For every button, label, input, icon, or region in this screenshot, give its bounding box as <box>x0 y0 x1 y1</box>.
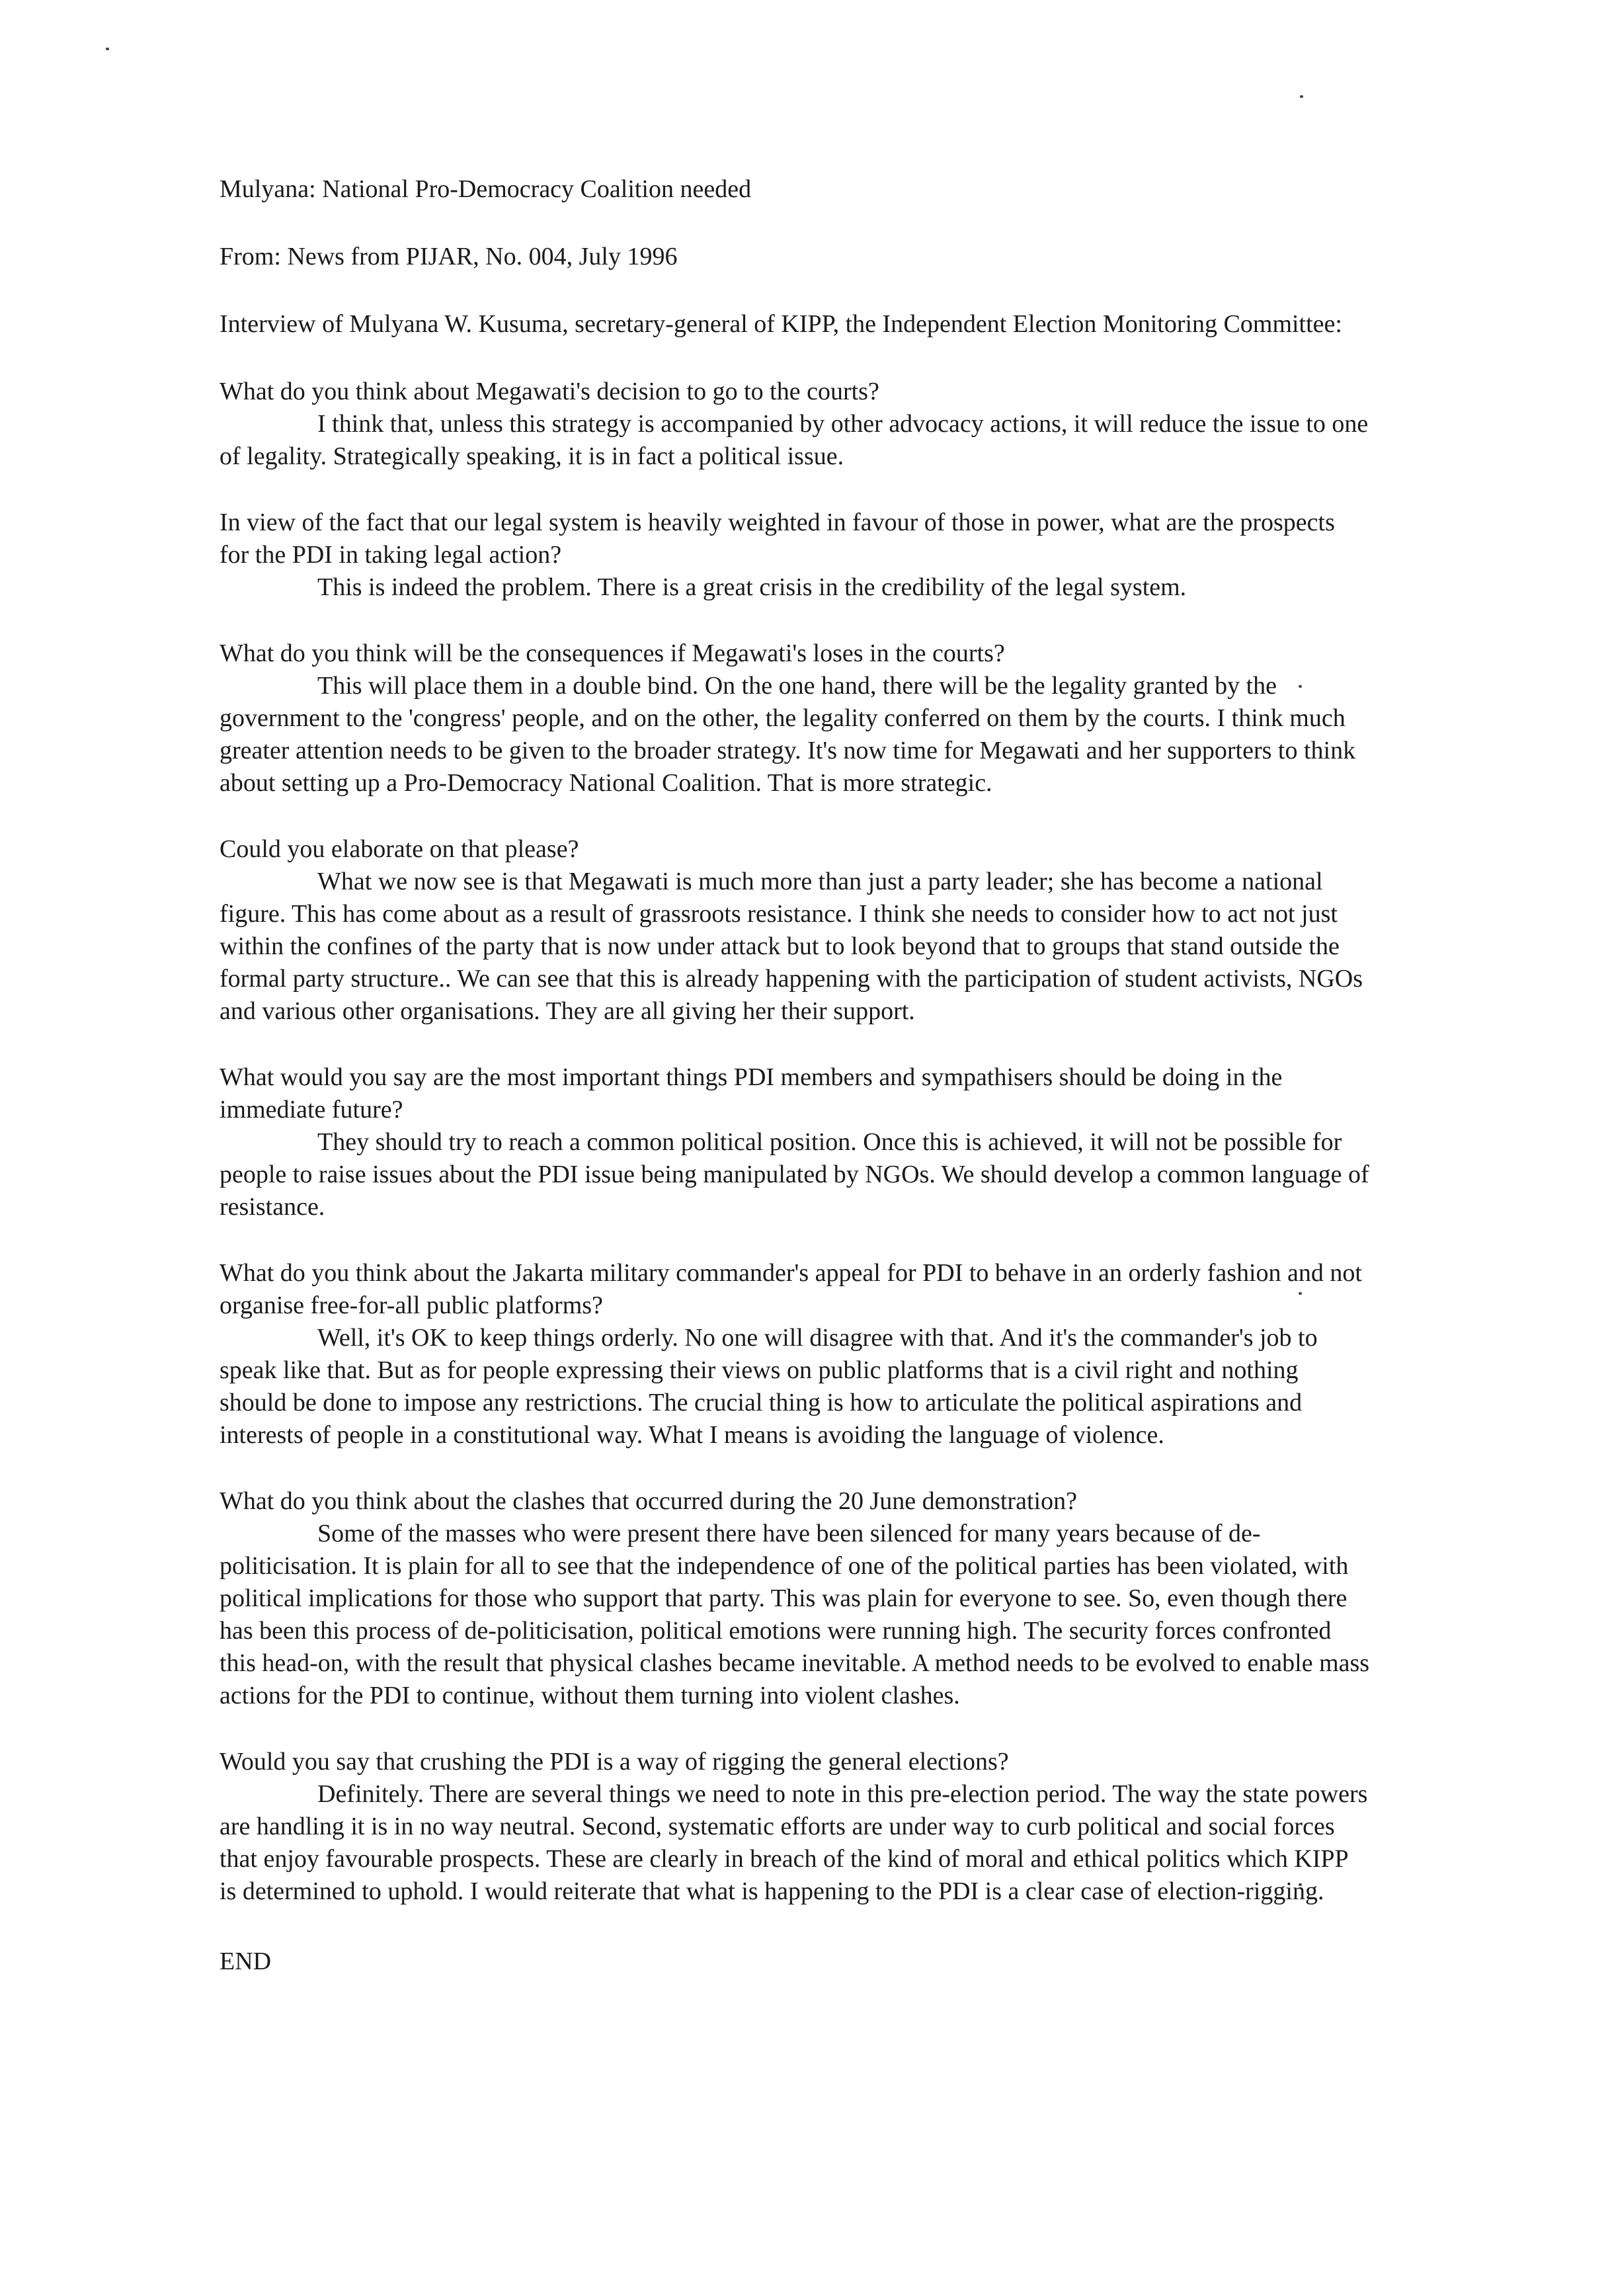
qa-item <box>220 1746 1370 1908</box>
answer: They should try to reach a common political position. Once this is achieved, it will not be possible for people to raise issues about the PDI issue being manipulated by NGOs. We should develop a common language of resistance. <box>220 1128 1369 1221</box>
question: In view of the fact that our legal system is heavily weighted in favour of those in power, what are the prospects for the PDI in taking legal action? <box>220 509 1335 569</box>
qa-item <box>220 1061 1370 1223</box>
qa-item <box>220 507 1370 604</box>
question: What do you think will be the consequences if Megawati's loses in the courts? <box>220 639 1005 667</box>
scan-speck <box>106 48 109 50</box>
answer: I think that, unless this strategy is accompanied by other advocacy actions, it will reduce the issue to one of legality. Strategically speaking, it is in fact a political issue. <box>220 410 1369 470</box>
qa-item <box>220 637 1370 800</box>
document-body <box>220 173 1370 2003</box>
answer: Definitely. There are several things we need to note in this pre-election period. The way the state powers are handling it is in no way neutral. Second, systematic efforts are under way to curb political and social forces that enjoy favourable prospects. These are clearly in breach of the kind of moral and ethical politics which KIPP is determined to uphold. I would reiterate that what is happening to the PDI is a clear case of election-rigging. <box>220 1780 1368 1905</box>
qa-item <box>220 376 1370 473</box>
qa-item <box>220 833 1370 1028</box>
document-source: From: News from PIJAR, No. 004, July 1996 <box>220 243 678 270</box>
answer: Well, it's OK to keep things orderly. No one will disagree with that. And it's the commander's job to speak like that. But as for people expressing their views on public platforms that is a civil right and nothing should be done to impose any restrictions. The crucial thing is how to articulate the political aspirations and interests of people in a constitutional way. What I means is avoiding the language of violence. <box>220 1324 1318 1449</box>
question: What would you say are the most important things PDI members and sympathisers should be doing in the immediate future? <box>220 1063 1283 1124</box>
question: What do you think about Megawati's decision to go to the courts? <box>220 378 879 405</box>
qa-item <box>220 1257 1370 1452</box>
scan-speck <box>1300 95 1303 98</box>
interview-intro: Interview of Mulyana W. Kusuma, secretary-general of KIPP, the Independent Election Monitoring Committee: <box>220 310 1342 338</box>
document-end-marker: END <box>220 1948 272 1975</box>
answer: This is indeed the problem. There is a great crisis in the credibility of the legal system. <box>317 573 1187 601</box>
answer: Some of the masses who were present there have been silenced for many years because of de-politicisation. It is plain for all to see that the independence of one of the political parties has been violated, with political implications for those who support that party. This was plain for everyone to see. So, even though there has been this process of de-politicisation, political emotions were running high. The security forces confronted this head-on, with the result that physical clashes became inevitable. A method needs to be evolved to enable mass actions for the PDI to continue, without them turning into violent clashes. <box>220 1520 1370 1709</box>
qa-item <box>220 1485 1370 1712</box>
question: Could you elaborate on that please? <box>220 835 579 863</box>
document-title: Mulyana: National Pro-Democracy Coalition needed <box>220 175 752 203</box>
question: Would you say that crushing the PDI is a way of rigging the general elections? <box>220 1748 1009 1776</box>
question: What do you think about the Jakarta military commander's appeal for PDI to behave in an orderly fashion and not organise free-for-all public platforms? <box>220 1259 1362 1319</box>
question: What do you think about the clashes that occurred during the 20 June demonstration? <box>220 1487 1077 1515</box>
answer: This will place them in a double bind. On the one hand, there will be the legality granted by the government to the 'congress' people, and on the other, the legality conferred on them by the courts. I think much greater attention needs to be given to the broader strategy. It's now time for Megawati and her supporters to think about setting up a Pro-Democracy National Coalition. That is more strategic. <box>220 672 1356 797</box>
answer: What we now see is that Megawati is much more than just a party leader; she has become a national figure. This has come about as a result of grassroots resistance. I think she needs to consider how to act not just within the confines of the party that is now under attack but to look beyond that to groups that stand outside the formal party structure.. We can see that this is already happening with the participation of student activists, NGOs and various other organisations. They are all giving her their support. <box>220 868 1363 1025</box>
